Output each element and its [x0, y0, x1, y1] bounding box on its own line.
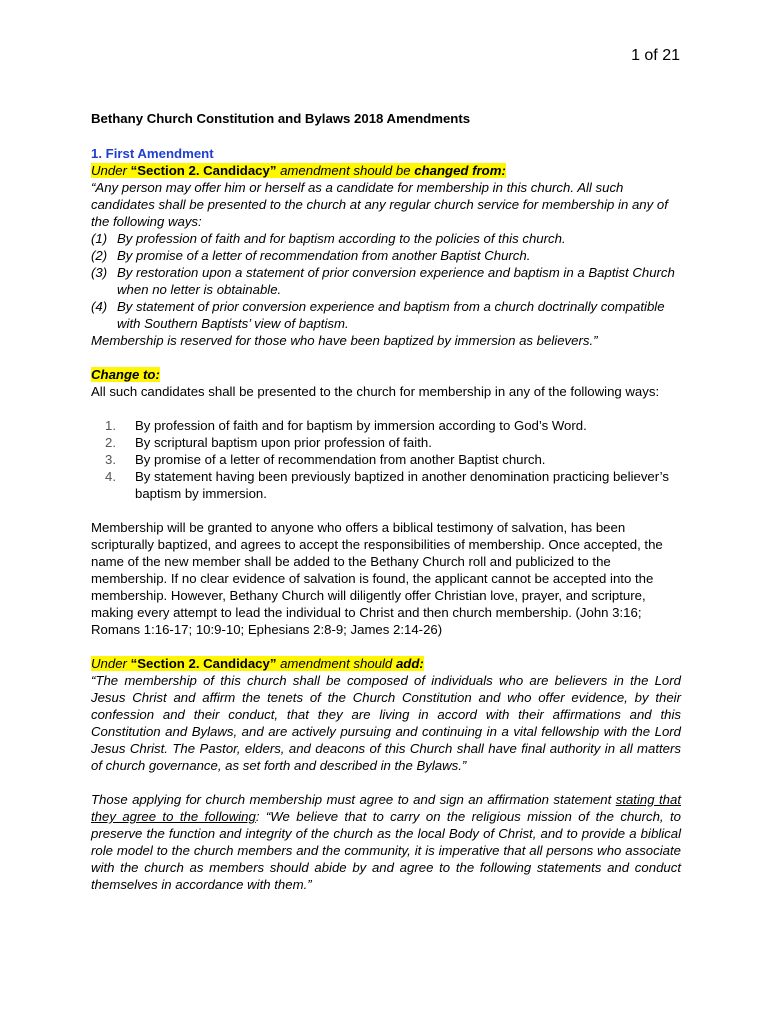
list-item: [91, 417, 681, 434]
original-text: “Any person may offer him or herself as a candidate for membership in this church. All such candidates shall be presented to the church at any regular church service for membership in any of the following ways:: [91, 180, 668, 229]
add-quote: “The membership of this church shall be composed of individuals who are believers in the Lord Jesus Christ and affirm the tenets of the Church Constitution and who offer evidence, by their confession and their conduct, that they are living in accord with their affirmations and this Constitution and Bylaws, and are actively pursuing and continuing in a vital fellowship with the Lord Jesus Christ. The Pastor, elders, and deacons of this Church shall have final authority in all matters of church governance, as set forth and described in the Bylaws.”: [91, 673, 681, 773]
intro-under: Under: [91, 656, 131, 671]
document-title: Bethany Church Constitution and Bylaws 2018 Amendments: [91, 111, 471, 126]
affirm-lead: Those applying for church membership must agree to and sign an affirmation statement: [91, 792, 616, 807]
affirm-rest: : “We believe that to carry on the religious mission of the church, to preserve the function and integrity of the church as the local Body of Christ, and to provide a biblical role model to the church members and the community, it is imperative that all persons who associate with the church as members should abide by and agree to the following statements and conduct themselves in accordance with them.”: [91, 809, 681, 892]
item-text: By promise of a letter of recommendation from another Baptist Church.: [117, 248, 531, 263]
intro-add: add:: [395, 656, 424, 671]
item-text: By promise of a letter of recommendation from another Baptist church.: [135, 452, 546, 467]
change-from-intro: [91, 162, 681, 179]
intro-changed-from: changed from:: [414, 163, 506, 178]
intro-section-name: “Section 2. Candidacy”: [130, 656, 277, 671]
item-number: 1.: [105, 418, 116, 433]
item-number: (1): [91, 231, 108, 246]
affirmation-paragraph: [91, 791, 681, 893]
list-item: [91, 264, 681, 298]
item-text: By restoration upon a statement of prior conversion experience and baptism in a Baptist Church when no letter is obtainable.: [117, 265, 675, 297]
item-text: By profession of faith and for baptism according to the policies of this church.: [117, 231, 566, 246]
change-to-label-line: [91, 366, 681, 383]
item-text: By statement of prior conversion experience and baptism from a church doctrinally compatible with Southern Baptists’ view of baptism.: [117, 299, 665, 331]
affirm-underlined: stating that they agree to the following: [91, 792, 682, 824]
intro-rest: amendment should be: [276, 163, 415, 178]
first-amendment-section: [91, 145, 681, 638]
item-number: 4.: [105, 469, 116, 484]
list-item: [91, 434, 681, 451]
change-intro: All such candidates shall be presented to the church for membership in any of the following ways:: [91, 384, 660, 399]
item-number: 2.: [105, 435, 116, 450]
list-item: [91, 451, 681, 468]
list-item: [91, 298, 681, 332]
item-text: By scriptural baptism upon prior profession of faith.: [135, 435, 432, 450]
change-to-label: Change to:: [91, 367, 160, 382]
item-number: 3.: [105, 452, 116, 467]
intro-under: Under: [91, 163, 131, 178]
item-number: (2): [91, 248, 108, 263]
intro-rest: amendment should: [276, 656, 396, 671]
item-text: By profession of faith and for baptism by immersion according to God’s Word.: [135, 418, 587, 433]
list-item: [91, 468, 681, 502]
page-number: 1 of 21: [631, 47, 680, 64]
first-amendment-heading: 1. First Amendment: [91, 146, 214, 161]
item-number: (3): [91, 265, 108, 280]
original-closing: Membership is reserved for those who have been baptized by immersion as believers.”: [91, 333, 598, 348]
document-body: [91, 110, 681, 893]
add-intro: [91, 655, 681, 672]
list-item: [91, 230, 681, 247]
original-items-list: [91, 230, 681, 332]
change-items-list: [91, 417, 681, 502]
intro-section-name: “Section 2. Candidacy”: [130, 163, 277, 178]
item-text: By statement having been previously baptized in another denomination practicing believer’s baptism by immersion.: [135, 469, 669, 501]
item-number: (4): [91, 299, 108, 314]
add-section: [91, 655, 681, 893]
list-item: [91, 247, 681, 264]
membership-paragraph: Membership will be granted to anyone who offers a biblical testimony of salvation, has been scripturally baptized, and agrees to accept the responsibilities of membership. Once accepted, the name of the new member shall be added to the Bethany Church roll and publicized to the membership. If no clear evidence of salvation is found, the applicant cannot be accepted into the membership. However, Bethany Church will diligently offer Christian love, prayer, and scripture, making every attempt to lead the individual to Christ and then church membership. (John 3:16; Romans 1:16-17; 10:9-10; Ephesians 2:8-9; James 2:14-26): [91, 520, 663, 637]
